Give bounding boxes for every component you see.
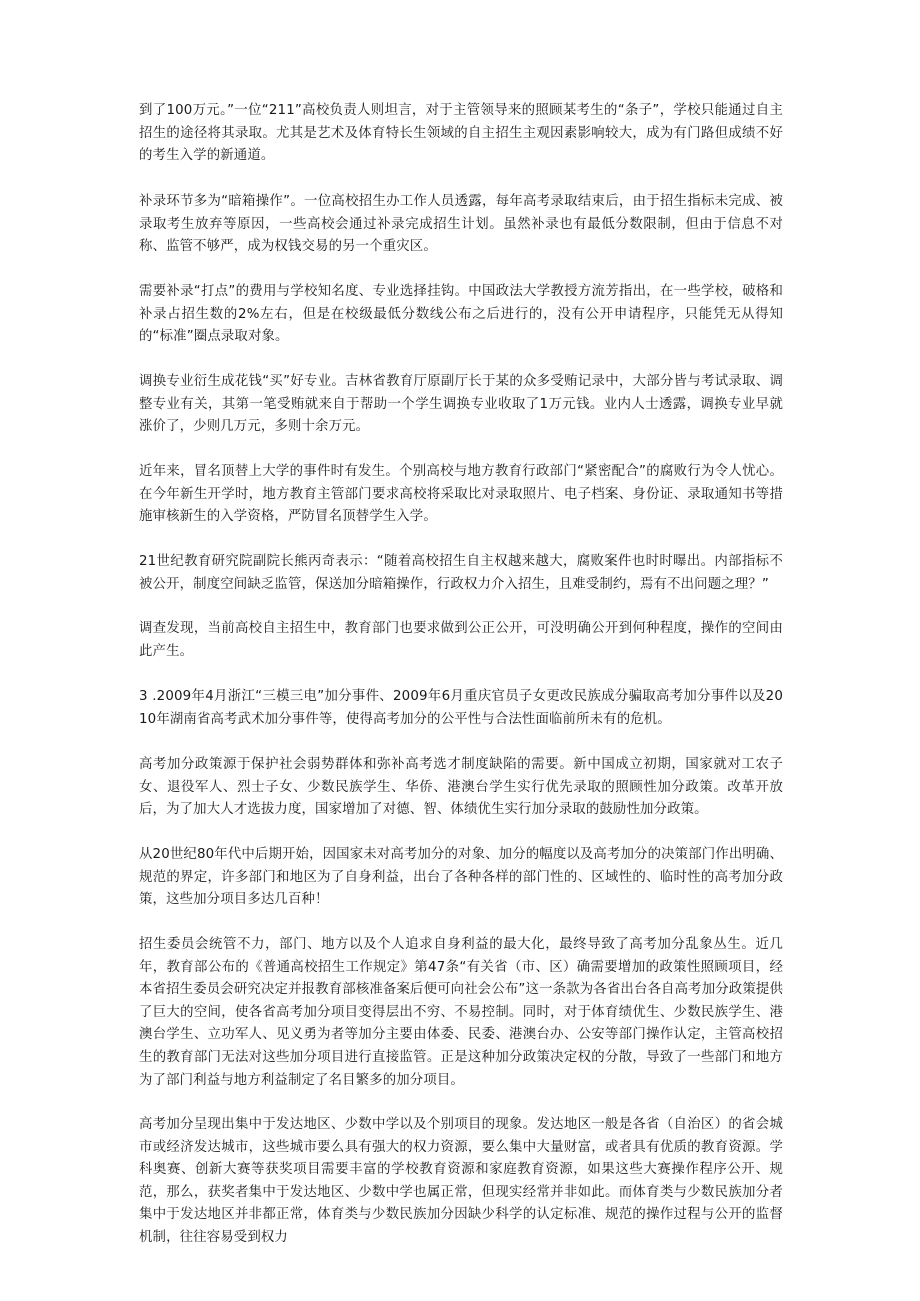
paragraph-9: 高考加分政策源于保护社会弱势群体和弥补高考选才制度缺陷的需要。新中国成立初期，国家就对工农子女、退役军人、烈士子女、少数民族学生、华侨、港澳台学生实行优先录取的照顾性加分政策。改革开放后，为了加大人才选拔力度，国家增加了对德、智、体绩优生实行加分录取的鼓励性加分政策。: [139, 757, 783, 818]
paragraph-5: 近年来，冒名顶替上大学的事件时有发生。个别高校与地方教育行政部门“紧密配合”的腐败行为令人忧心。在今年新生开学时，地方教育主管部门要求高校将采取比对录取照片、电子档案、身份证、录取通知书等措施审核新生的入学资格，严防冒名顶替学生入学。: [139, 464, 783, 525]
paragraph-12: 高考加分呈现出集中于发达地区、少数中学以及个别项目的现象。发达地区一般是各省（自治区）的省会城市或经济发达城市，这些城市要么具有强大的权力资源，要么集中大量财富，或者具有优质的教育资源。学科奥赛、创新大赛等获奖项目需要丰富的学校教育资源和家庭教育资源，如果这些大赛操作程序公开、规范，那么，获奖者集中于发达地区、少数中学也属正常，但现实经常并非如此。而体育类与少数民族加分者集中于发达地区并非都正常，体育类与少数民族加分因缺少科学的认定标准、规范的操作过程与公开的监督机制，往往容易受到权力: [139, 1117, 783, 1245]
paragraph-11: 招生委员会统管不力，部门、地方以及个人追求自身利益的最大化，最终导致了高考加分乱象丛生。近几年，教育部公布的《普通高校招生工作规定》第47条“有关省（市、区）确需要增加的政策性照顾项目，经本省招生委员会研究决定并报教育部核准备案后便可向社会公布”这一条款为各省出台各自高考加分政策提供了巨大的空间，使各省高考加分项目变得层出不穷、不易控制。同时，对于体育绩优生、少数民族学生、港澳台学生、立功军人、见义勇为者等加分主要由体委、民委、港澳台办、公安等部门操作认定，主管高校招生的教育部门无法对这些加分项目进行直接监管。正是这种加分政策决定权的分散，导致了一些部门和地方为了部门利益与地方利益制定了名目繁多的加分项目。: [139, 937, 783, 1088]
paragraph-3: 需要补录“打点”的费用与学校知名度、专业选择挂钩。中国政法大学教授方流芳指出，在一些学校，破格和补录占招生数的2%左右，但是在校级最低分数线公布之后进行的，没有公开申请程序，只能凭无从得知的“标准”圈点录取对象。: [139, 284, 783, 345]
paragraph-6: 21世纪教育研究院副院长熊丙奇表示：“随着高校招生自主权越来越大，腐败案件也时时曝出。内部指标不被公开，制度空间缺乏监管，保送加分暗箱操作，行政权力介入招生，且难受制约，焉有不出问题之理？”: [139, 554, 783, 592]
paragraph-7: 调查发现，当前高校自主招生中，教育部门也要求做到公正公开，可没明确公开到何种程度，操作的空间由此产生。: [139, 621, 783, 659]
paragraph-4: 调换专业衍生成花钱“买”好专业。吉林省教育厅原副厅长于某的众多受贿记录中，大部分皆与考试录取、调整专业有关，其第一笔受贿就来自于帮助一个学生调换专业收取了1万元钱。业内人士透露，调换专业早就涨价了，少则几万元，多则十余万元。: [139, 374, 783, 435]
paragraph-10: 从20世纪80年代中后期开始，因国家未对高考加分的对象、加分的幅度以及高考加分的决策部门作出明确、规范的界定，许多部门和地区为了自身利益，出台了各种各样的部门性的、区域性的、临时性的高考加分政策，这些加分项目多达几百种！: [139, 847, 784, 908]
paragraph-2: 补录环节多为“暗箱操作”。一位高校招生办工作人员透露，每年高考录取结束后，由于招生指标未完成、被录取考生放弃等原因，一些高校会通过补录完成招生计划。虽然补录也有最低分数限制，但由于信息不对称、监管不够严，成为权钱交易的另一个重灾区。: [139, 194, 783, 255]
paragraph-8: 3 .2009年4月浙江“三模三电”加分事件、2009年6月重庆官员子女更改民族成分骗取高考加分事件以及2010年湖南省高考武术加分事件等，使得高考加分的公平性与合法性面临前所未有的危机。: [139, 689, 783, 727]
paragraph-1: 到了100万元。”一位“211”高校负责人则坦言，对于主管领导来的照顾某考生的“条子”，学校只能通过自主招生的途径将其录取。尤其是艺术及体育特长生领域的自主招生主观因素影响较大，成为有门路但成绩不好的考生入学的新通道。: [139, 103, 783, 164]
